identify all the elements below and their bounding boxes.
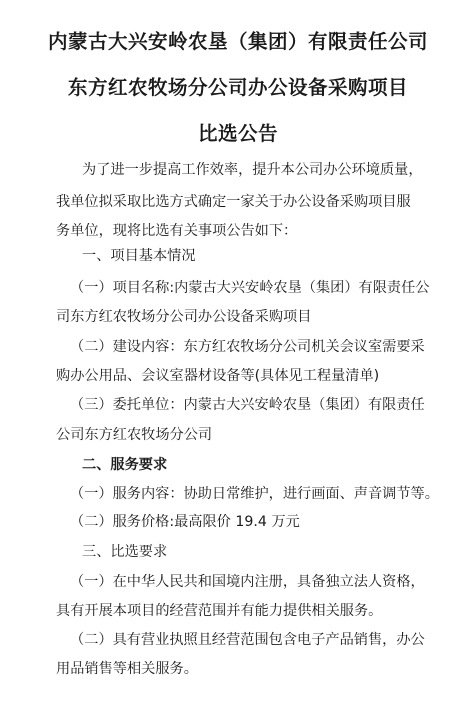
section1-item2-line1: （二）建设内容：东方红农牧场分公司机关会议室需要采	[70, 339, 425, 355]
section1-item1-line1: （一）项目名称:内蒙古大兴安岭农垦（集团）有限责任公	[70, 280, 430, 296]
section1-item3-line1: （三）委托单位：内蒙古大兴安岭农垦（集团）有限责任	[70, 397, 425, 413]
section2-heading: 二、服务要求	[82, 457, 168, 473]
section3-item1-line2: 具有开展本项目的经营范围并有能力提供相关服务。	[56, 603, 383, 619]
section3-heading: 三、比选要求	[82, 544, 168, 560]
section1-heading: 一、项目基本情况	[82, 248, 196, 264]
section3-item1-line1: （一）在中华人民共和国境内注册，具备独立法人资格，	[70, 574, 425, 590]
section1-item1-line2: 司东方红农牧场分公司办公设备采购项目	[56, 309, 312, 325]
intro-line-1: 为了进一步提高工作效率，提升本公司办公环境质量，	[82, 162, 423, 178]
section2-item2: （二）服务价格:最高限价 19.4 万元	[70, 514, 300, 530]
title-line-1: 内蒙古大兴安岭农垦（集团）有限责任公司	[47, 30, 428, 53]
title-line-3: 比选公告	[197, 122, 278, 145]
section1-item3-line2: 公司东方红农牧场分公司	[56, 427, 213, 443]
title-line-2: 东方红农牧场分公司办公设备采购项目	[67, 76, 408, 99]
section1-item2-line2: 购办公用品、会议室器材设备等(具体见工程量清单)	[56, 368, 380, 384]
section3-item2-line1: （二）具有营业执照且经营范围包含电子产品销售，办公	[70, 632, 425, 648]
intro-line-2: 我单位拟采取比选方式确定一家关于办公设备采购项目服	[56, 194, 411, 210]
section3-item2-line2: 用品销售等相关服务。	[56, 661, 198, 677]
section2-item1: （一）服务内容：协助日常维护，进行画面、声音调节等。	[70, 486, 439, 502]
intro-line-3: 务单位，现将比选有关事项公告如下：	[56, 223, 298, 239]
